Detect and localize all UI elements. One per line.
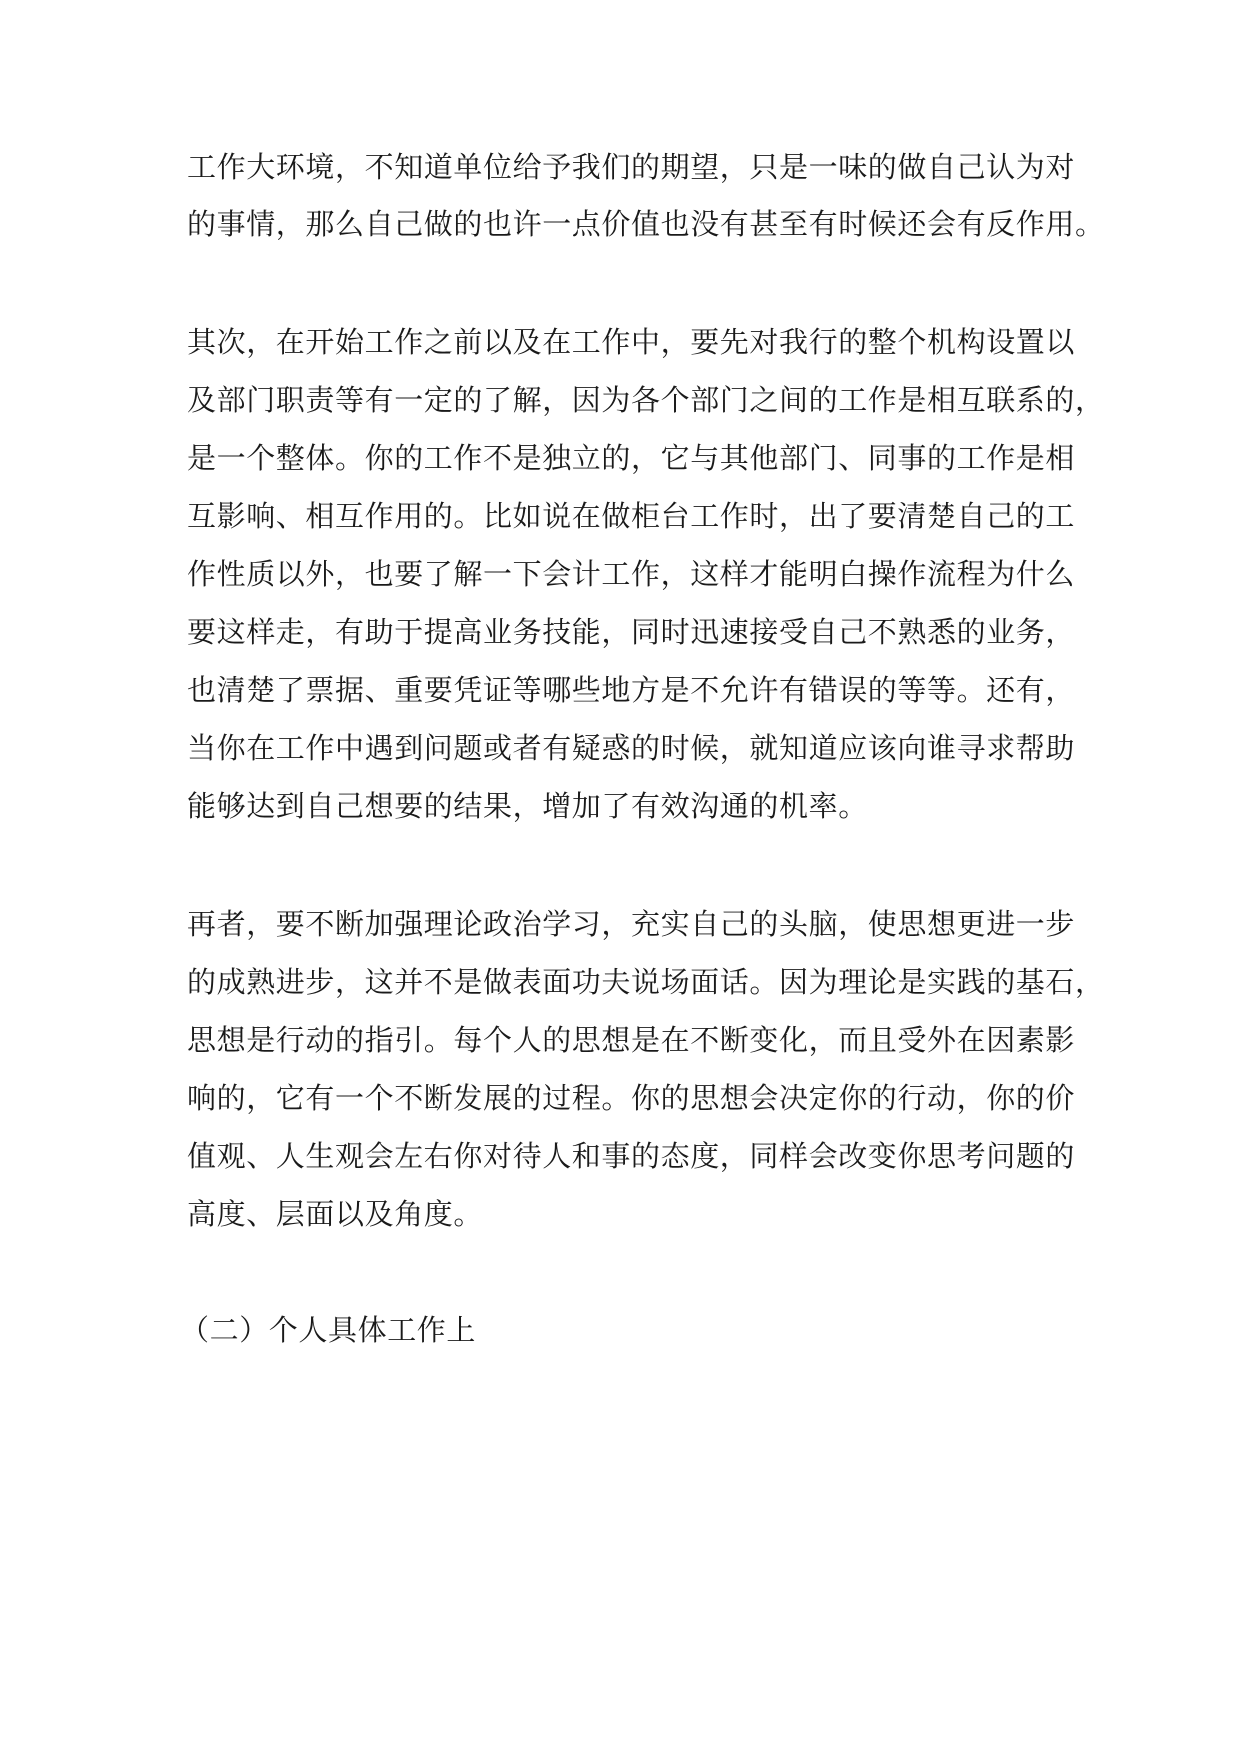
text-line: 也清楚了票据、重要凭证等哪些地方是不允许有错误的等等。还有，: [187, 673, 1076, 707]
text-line: 要这样走，有助于提高业务技能，同时迅速接受自己不熟悉的业务，: [187, 615, 1076, 649]
text-line: 当你在工作中遇到问题或者有疑惑的时候，就知道应该向谁寻求帮助: [187, 731, 1076, 765]
text-line: 高度、层面以及角度。: [187, 1197, 484, 1231]
section-heading: （二）个人具体工作上: [180, 1313, 477, 1347]
text-line: 及部门职责等有一定的了解，因为各个部门之间的工作是相互联系的，: [187, 383, 1105, 417]
text-line: 思想是行动的指引。每个人的思想是在不断变化，而且受外在因素影: [187, 1023, 1076, 1057]
text-line: 的事情，那么自己做的也许一点价值也没有甚至有时候还会有反作用。: [187, 207, 1105, 241]
text-line: 再者，要不断加强理论政治学习，充实自己的头脑，使思想更进一步: [187, 907, 1076, 941]
text-line: 能够达到自己想要的结果，增加了有效沟通的机率。: [187, 789, 868, 823]
text-line: 值观、人生观会左右你对待人和事的态度，同样会改变你思考问题的: [187, 1139, 1076, 1173]
text-line: 响的，它有一个不断发展的过程。你的思想会决定你的行动，你的价: [187, 1081, 1076, 1115]
text-line: 是一个整体。你的工作不是独立的，它与其他部门、同事的工作是相: [187, 441, 1076, 475]
text-line: 互影响、相互作用的。比如说在做柜台工作时，出了要清楚自己的工: [187, 499, 1076, 533]
text-line: 的成熟进步，这并不是做表面功夫说场面话。因为理论是实践的基石，: [187, 965, 1105, 999]
text-line: 工作大环境，不知道单位给予我们的期望，只是一味的做自己认为对: [187, 150, 1076, 184]
text-line: 作性质以外，也要了解一下会计工作，这样才能明白操作流程为什么: [187, 557, 1076, 591]
text-line: 其次，在开始工作之前以及在工作中，要先对我行的整个机构设置以: [187, 325, 1076, 359]
